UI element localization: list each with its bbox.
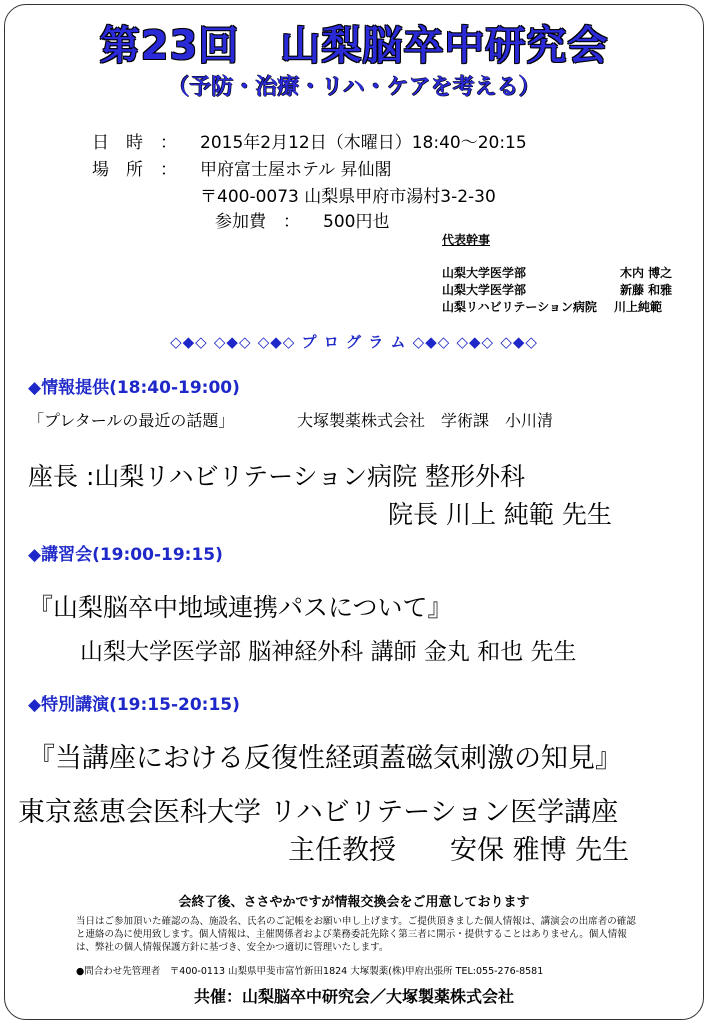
date-label: 日 時 ： bbox=[92, 133, 177, 153]
chair-line1: 座長 :山梨リハビリテーション病院 整形外科 bbox=[28, 462, 526, 491]
section-heading-lecture: ◆講習会(19:00-19:15) bbox=[28, 545, 223, 565]
lecture-speaker: 山梨大学医学部 脳神経外科 講師 金丸 和也 先生 bbox=[80, 639, 577, 665]
place-label: 場 所 ： bbox=[92, 160, 177, 180]
fee-value: 500円也 bbox=[323, 212, 390, 232]
special-title: 『当講座における反復性経頭蓋磁気刺激の知見』 bbox=[28, 743, 622, 774]
organizer-org: 山梨リハビリテーション病院 bbox=[442, 300, 597, 314]
privacy-note: 当日はご参加頂いた確認の為、施設名、氏名のご記帳をお願い申し上げます。ご提供頂きました個人情報は、講演会の出席者の確認と連絡の為に使用致します。個人情報は、主催関係者および業務委託先除く第三者に開示・提供することはありません。個人情報は、弊社の個人情報保護方針に基づき、安全かつ適切に管理いたします。 bbox=[76, 916, 636, 953]
organizer-org: 山梨大学医学部 bbox=[442, 266, 527, 280]
contact-info: ●問合わせ先管理者 〒400-0113 山梨県甲斐市富竹新田1824 大塚製薬(株)甲府出張所 TEL:055-276-8581 bbox=[76, 966, 544, 977]
program-header: ◇◆◇ ◇◆◇ ◇◆◇ プ ロ グ ラ ム ◇◆◇ ◇◆◇ ◇◆◇ bbox=[170, 333, 538, 351]
address: 〒400-0073 山梨県甲府市湯村3-2-30 bbox=[200, 187, 496, 207]
section-heading-special: ◆特別講演(19:15-20:15) bbox=[28, 695, 240, 715]
talk-speaker: 大塚製薬株式会社 学術課 小川清 bbox=[297, 411, 554, 430]
section-heading-info: ◆情報提供(18:40-19:00) bbox=[28, 378, 240, 398]
event-title: 第23回 山梨脳卒中研究会 bbox=[99, 23, 609, 69]
special-speaker-line2: 主任教授 安保 雅博 先生 bbox=[288, 835, 630, 866]
closing-note: 会終了後、ささやかですが情報交換会をご用意しております bbox=[178, 895, 530, 910]
organizer-name: 木内 博之 bbox=[620, 266, 673, 280]
lecture-title: 『山梨脳卒中地域連携パスについて』 bbox=[28, 593, 453, 622]
organizer-name: 川上純範 bbox=[614, 300, 663, 314]
chair-line2: 院長 川上 純範 先生 bbox=[388, 500, 612, 529]
sponsor-line: 共催：山梨脳卒中研究会／大塚製薬株式会社 bbox=[193, 987, 514, 1006]
special-speaker-line1: 東京慈恵会医科大学 リハビリテーション医学講座 bbox=[18, 797, 619, 828]
organizer-org: 山梨大学医学部 bbox=[442, 283, 527, 297]
talk-title: 「プレタールの最近の話題」 bbox=[28, 411, 235, 430]
organizer-name: 新藤 和雅 bbox=[620, 283, 673, 297]
fee-label: 参加費 ： bbox=[215, 212, 300, 232]
date-value: 2015年2月12日（木曜日）18:40〜20:15 bbox=[200, 133, 527, 153]
place-value: 甲府富士屋ホテル 昇仙閣 bbox=[200, 160, 392, 180]
organizers-heading: 代表幹事 bbox=[442, 233, 491, 247]
event-subtitle: （予防・治療・リハ・ケアを考える） bbox=[167, 75, 541, 100]
